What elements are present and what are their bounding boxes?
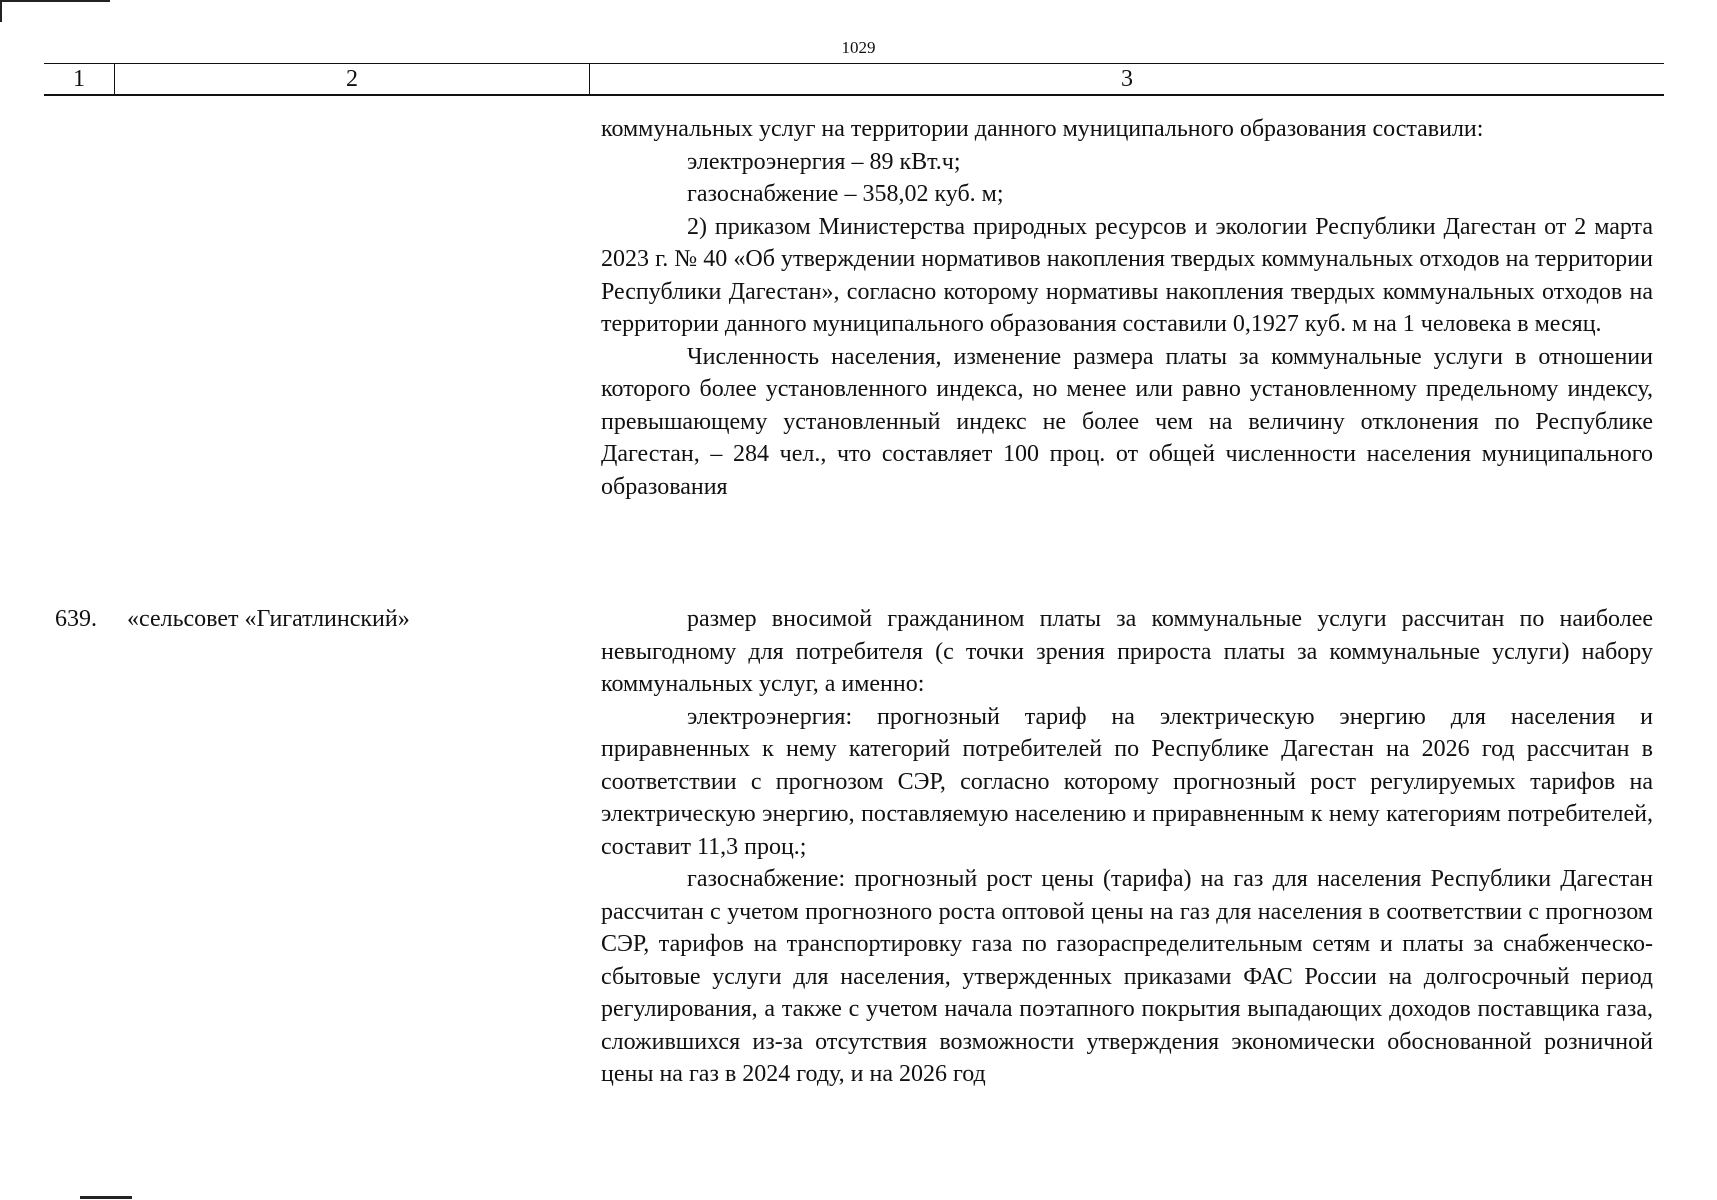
- paragraph: электроэнергия – 89 кВт.ч;: [687, 148, 961, 175]
- continued-row-description: [601, 113, 1653, 503]
- table-header-col-1: 1: [73, 65, 85, 92]
- table-header-row: [44, 63, 1664, 96]
- municipality-name: «сельсовет «Гигатлинский»: [127, 606, 410, 632]
- page-number: 1029: [841, 38, 876, 57]
- paragraph: электроэнергия: прогнозный тариф на электрическую энергию для населения и приравненных к нему категорий потребителей по Республике Дагестан на 2026 год рассчитан в соответствии с прогнозом СЭР, согласно которому прогнозный рост регулируемых тарифов на электрическую энергию, поставляемую населению и приравненным к нему категориям потребителей, составит 11,3 проц.;: [601, 703, 1653, 860]
- paragraph: размер вносимой гражданином платы за коммунальные услуги рассчитан по наиболее невыгодному для потребителя (с точки зрения прироста платы за коммунальные услуги) набору коммунальных услуг, а именно:: [601, 606, 1653, 697]
- scan-corner-mark-horizontal: [0, 0, 110, 2]
- scan-corner-mark-vertical: [0, 0, 2, 22]
- table-header-col-2: 2: [114, 64, 589, 94]
- paragraph: 2) приказом Министерства природных ресурсов и экологии Республики Дагестан от 2 марта 2023 г. № 40 «Об утверждении нормативов накопления твердых коммунальных отходов на территории Республики Дагестан», согласно которому нормативы накопления твердых коммунальных отходов на территории данного муниципального образования составили 0,1927 куб. м на 1 человека в месяц.: [601, 213, 1653, 337]
- table-header-col-3: 3: [589, 64, 1664, 94]
- scan-footnote-mark: [80, 1196, 132, 1199]
- paragraph: Численность населения, изменение размера платы за коммунальные услуги в отношении которого более установленного индекса, но менее или равно установленному предельному индексу, превышающему установленный индекс не более чем на величину отклонения по Республике Дагестан, – 284 чел., что составляет 100 проц. от общей численности населения муниципального образования: [601, 343, 1653, 500]
- paragraph: газоснабжение – 358,02 куб. м;: [687, 181, 1004, 207]
- paragraph: газоснабжение: прогнозный рост цены (тарифа) на газ для населения Республики Дагестан рассчитан с учетом прогнозного роста оптовой цены на газ для населения в соответствии с прогнозом СЭР, тарифов на транспортировку газа по газораспределительным сетям и платы за снабженческо-сбытовые услуги для населения, утвержденных приказами ФАС России на долгосрочный период регулирования, а также с учетом начала поэтапного покрытия выпадающих доходов поставщика газа, сложившихся из-за отсутствия возможности утверждения экономически обоснованной розничной цены на газ в 2024 году, и на 2026 год: [601, 866, 1653, 1087]
- row-number: 639.: [55, 606, 97, 632]
- paragraph: коммунальных услуг на территории данного муниципального образования составили:: [601, 116, 1484, 142]
- row-639-description: [601, 603, 1653, 1091]
